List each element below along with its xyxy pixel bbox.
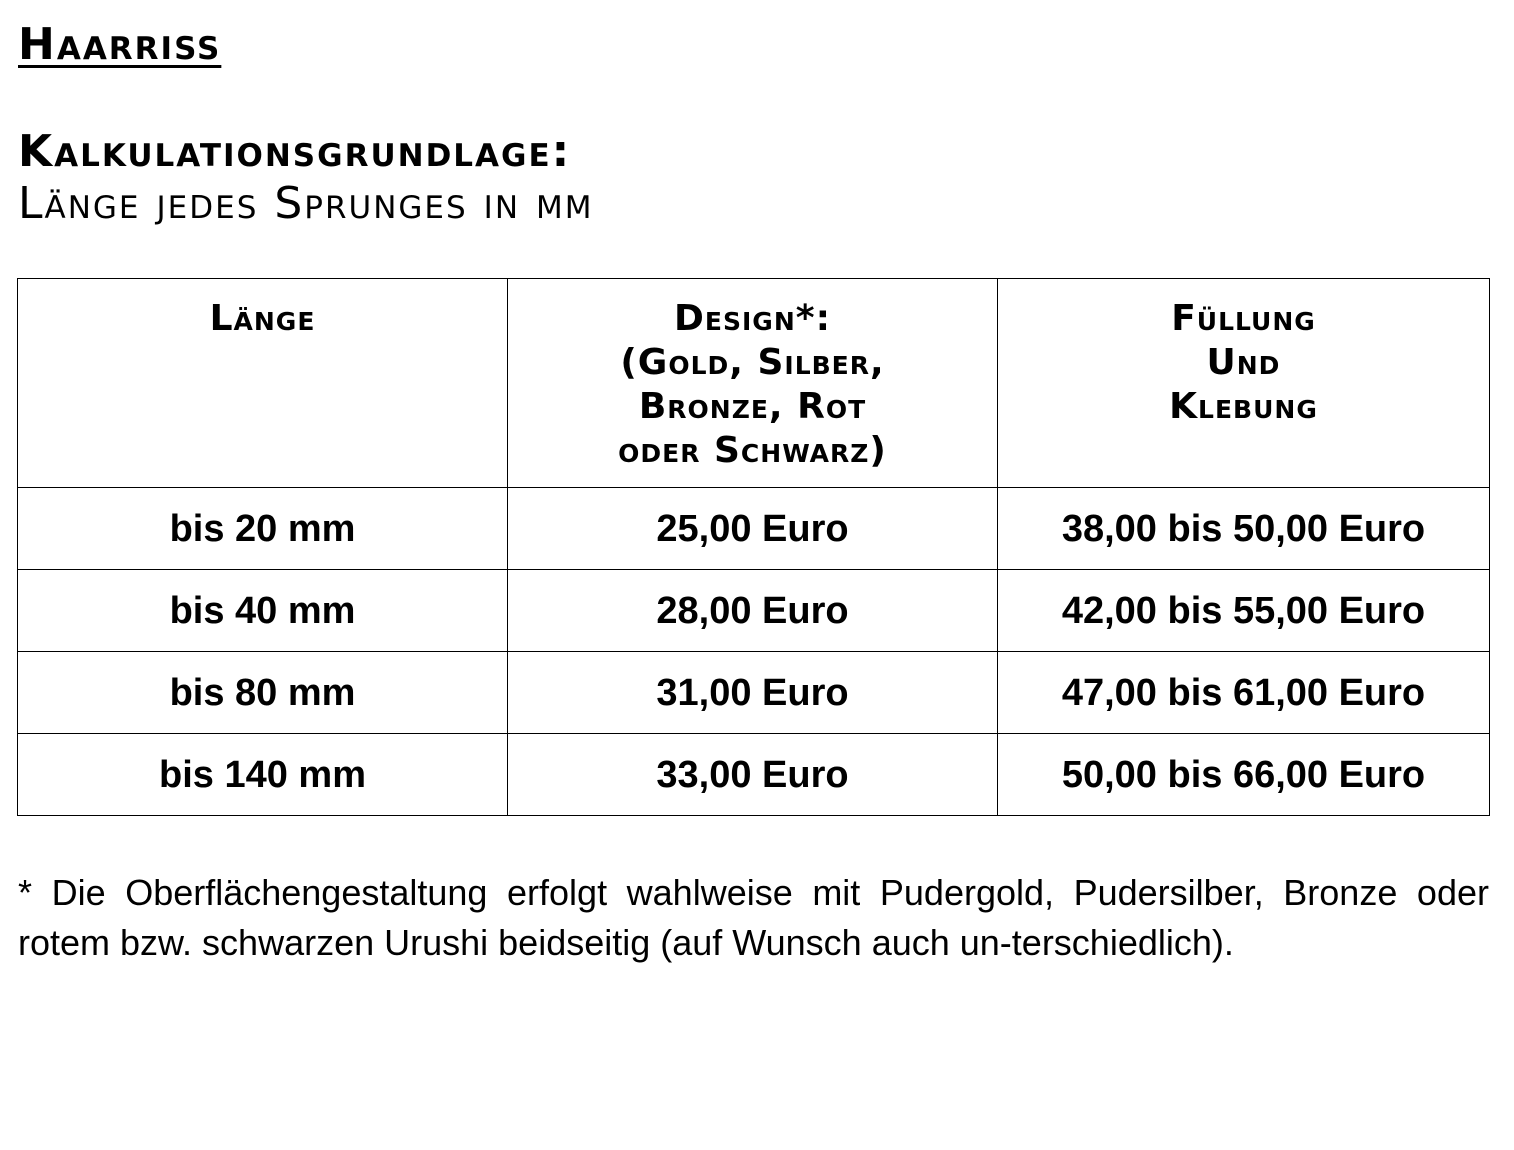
price-table [17,278,1490,816]
header-line: Länge [209,298,316,339]
cell-length: bis 20 mm [18,488,508,570]
table-row [18,734,1490,816]
table-header-row [18,279,1490,488]
header-length [18,279,508,488]
header-line: oder Schwarz) [618,430,887,471]
cell-length: bis 80 mm [18,652,508,734]
cell-length: bis 40 mm [18,570,508,652]
cell-design-price: 28,00 Euro [508,570,998,652]
cell-design-price: 31,00 Euro [508,652,998,734]
document-title: Haarriss [18,19,222,70]
header-line: Klebung [1169,386,1318,427]
footnote: * Die Oberflächengestaltung erfolgt wahlweise mit Pudergold, Pudersilber, Bronze oder rotem bzw. schwarzen Urushi beidseitig (auf Wunsch auch un-terschiedlich). [18,872,1489,963]
header-filling [998,279,1490,488]
cell-filling-price: 47,00 bis 61,00 Euro [998,652,1490,734]
header-line: Füllung [1171,298,1316,339]
header-line: (Gold, Silber, [620,342,885,383]
cell-filling-price: 50,00 bis 66,00 Euro [998,734,1490,816]
header-line: Bronze, Rot [638,386,867,427]
table-row [18,488,1490,570]
header-design [508,279,998,488]
header-line: Und [1206,342,1281,383]
cell-filling-price: 42,00 bis 55,00 Euro [998,570,1490,652]
table-row [18,652,1490,734]
header-line: Design*: [674,298,831,339]
cell-design-price: 25,00 Euro [508,488,998,570]
calculation-basis-label: Kalkulationsgrundlage: [18,126,572,177]
calculation-basis-subtitle: Länge jedes Sprunges in mm [18,178,594,229]
cell-length: bis 140 mm [18,734,508,816]
table-row [18,570,1490,652]
cell-filling-price: 38,00 bis 50,00 Euro [998,488,1490,570]
cell-design-price: 33,00 Euro [508,734,998,816]
